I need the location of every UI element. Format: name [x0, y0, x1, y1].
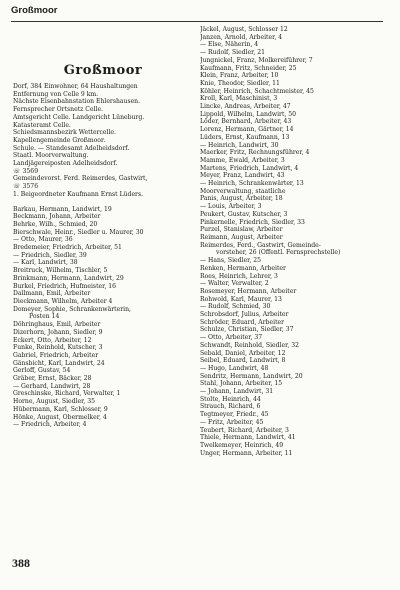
- directory-entry: vorsteher, 26 (Öffentl. Fernsprechstelle): [216, 249, 341, 257]
- directory-entry: — Johann, Landwirt, 31: [200, 388, 274, 396]
- place-info-line: Fernsprecher Ortsnetz Celle.: [13, 106, 104, 114]
- running-header: [11, 4, 383, 22]
- place-info-line: Kapellengemeinde Großmoor.: [13, 136, 106, 144]
- directory-entry: Gabriel, Friedrich, Arbeiter: [13, 351, 99, 359]
- directory-entry: Schulze, Christian, Siedler, 37: [200, 326, 294, 334]
- directory-entry: Klein, Franz, Arbeiter, 10: [200, 72, 279, 80]
- place-info-line: Schule. — Standesamt Adelheidsdorf.: [13, 144, 130, 152]
- directory-entry: Stahl, Johann, Arbeiter, 15: [200, 380, 283, 388]
- directory-entry: Stolte, Heinrich, 44: [200, 395, 261, 403]
- directory-entry: Bredemeier, Friedrich, Arbeiter, 51: [13, 244, 122, 252]
- directory-entry: Beckmann, Johann, Arbeiter: [13, 213, 101, 221]
- directory-entry: Sendritz, Hermann, Landwirt, 20: [200, 372, 303, 380]
- directory-entry: Panis, August, Arbeiter, 18: [200, 195, 283, 203]
- directory-entry: Seibel, Eduard, Landwirt, 8: [200, 357, 286, 365]
- directory-entry: — Rudolf, Schmied, 30: [200, 303, 271, 311]
- directory-entry: — Rudolf, Siedler, 21: [200, 49, 266, 57]
- directory-entry: Brinkmann, Hermann, Landwirt, 29: [13, 274, 124, 282]
- directory-entry: Domeyer, Sophie, Schrankenwärterin,: [13, 305, 131, 313]
- directory-entry: Köhler, Heinrich, Schachtmeister, 45: [200, 87, 314, 95]
- directory-entry: Gänsbicht, Karl, Landwirt, 24: [13, 359, 105, 367]
- directory-entry: Pinkernelle, Friedrich, Siedler, 33: [200, 218, 305, 226]
- directory-entry: Barkau, Hermann, Landwirt, 19: [13, 205, 112, 213]
- directory-entry: — Fritz, Arbeiter, 45: [200, 418, 264, 426]
- place-info-line: ☏ 3576: [13, 183, 39, 191]
- directory-entry: Posten 14: [29, 313, 60, 321]
- resident-list-right: [200, 26, 388, 457]
- section-gap: [13, 199, 193, 206]
- directory-entry: Jungnickel, Franz, Molkereiführer, 7: [200, 56, 313, 64]
- directory-entry: Maerker, Fritz, Rechnungsführer, 4: [200, 149, 310, 157]
- directory-entry: — Friedrich, Arbeiter, 4: [13, 421, 87, 429]
- directory-entry: Hönke, August, Obermelker, 4: [13, 413, 107, 421]
- directory-entry: Roes, Heinrich, Lehrer, 3: [200, 272, 278, 280]
- directory-entry: Tegtmeyer, Friedr., 45: [200, 411, 269, 419]
- place-info-line: Landjägereiposten Adelheidsdorf.: [13, 160, 118, 168]
- directory-entry: Breitruck, Wilhelm, Tischler, 5: [13, 267, 108, 275]
- directory-entry: — Heinrich, Landwirt, 30: [200, 141, 279, 149]
- directory-entry: Eckert, Otto, Arbeiter, 12: [13, 336, 92, 344]
- place-info: [13, 83, 193, 199]
- directory-entry: — Hugo, Landwirt, 48: [200, 364, 269, 372]
- directory-entry: Rohwold, Karl, Maurer, 13: [200, 295, 282, 303]
- place-info-line: Nächste Eisenbahnstation Ehlershausen.: [13, 98, 141, 106]
- directory-entry: Hübermann, Karl, Schlosser, 9: [13, 405, 108, 413]
- directory-entry: Döhringhaus, Emil, Arbeiter: [13, 321, 101, 329]
- directory-entry: Dizerhorn, Johann, Siedler, 9: [13, 328, 103, 336]
- directory-entry: Meyer, Franz, Landwirt, 43: [200, 172, 285, 180]
- directory-entry: — Else, Näherin, 4: [200, 41, 259, 49]
- directory-entry: — Louis, Arbeiter, 3: [200, 203, 262, 211]
- directory-entry: Lincke, Andreas, Arbeiter, 47: [200, 103, 291, 111]
- directory-entry: Mamme, Ewald, Arbeiter, 3: [200, 156, 285, 164]
- directory-entry: Löder, Bernhard, Arbeiter, 43: [200, 118, 292, 126]
- directory-entry: Renken, Hermann, Arbeiter: [200, 264, 286, 272]
- directory-entry: Teubert, Richard, Arbeiter, 3: [200, 426, 289, 434]
- directory-entry: Funke, Reinhold, Kutscher, 3: [13, 344, 103, 352]
- directory-entry: Kaufmann, Fritz, Schneider, 25: [200, 64, 297, 72]
- directory-entry: Strauch, Richard, 6: [200, 403, 261, 411]
- directory-entry: Twelkemeyer, Heinrich, 49: [200, 441, 284, 449]
- directory-entry: Lüders, Ernst, Kaufmann, 13: [200, 133, 290, 141]
- directory-entry: Horne, August, Siedler, 35: [13, 398, 95, 406]
- directory-entry: — Hans, Siedler, 25: [200, 257, 261, 265]
- directory-entry: Martens, Friedrich, Landwirt, 4: [200, 164, 299, 172]
- page-number: 388: [12, 556, 30, 570]
- right-column: [200, 26, 388, 457]
- directory-entry: Bierschwale, Heinr., Siedler u. Maurer, 30: [13, 228, 144, 236]
- directory-entry: — Karl, Landwirt, 38: [13, 259, 78, 267]
- directory-entry: Kroll, Karl, Maschinist, 3: [200, 95, 278, 103]
- directory-entry: Gerloff, Gustav, 54: [13, 367, 71, 375]
- place-info-line: 1. Beigeordneter Kaufmann Ernst Lüders.: [13, 190, 144, 198]
- directory-entry: Burkel, Friedrich, Hufmeister, 16: [13, 282, 116, 290]
- directory-entry: Reimerdes, Ferd., Gastwirt, Gemeinde-: [200, 241, 321, 249]
- directory-entry: Sebald, Daniel, Arbeiter, 12: [200, 349, 286, 357]
- place-info-line: Gemeindevorst. Ferd. Reimerdes, Gastwirt,: [13, 175, 148, 183]
- directory-entry: Greschinske, Richard, Verwalter, 1: [13, 390, 121, 398]
- directory-entry: Unger, Hermann, Arbeiter, 11: [200, 449, 293, 457]
- place-info-line: Entfernung von Celle 9 km.: [13, 90, 99, 98]
- resident-list-left: [13, 206, 193, 429]
- directory-entry: — Walter, Verwalter, 2: [200, 280, 269, 288]
- place-title: Großmoor: [63, 63, 143, 78]
- place-info-line: Amtsgericht Celle. Landgericht Lüneburg.: [13, 113, 145, 121]
- directory-entry: — Friedrich, Siedler, 39: [13, 251, 87, 259]
- directory-entry: Schröder, Eduard, Arbeiter: [200, 318, 285, 326]
- left-column: [13, 26, 193, 429]
- directory-entry: — Otto, Arbeiter, 37: [200, 334, 263, 342]
- place-info-line: Staatl. Moorverwaltung.: [13, 152, 89, 160]
- directory-entry: Dallmann, Emil, Arbeiter: [13, 290, 91, 298]
- directory-entry: Janzen, Arnold, Arbeiter, 4: [200, 33, 283, 41]
- directory-entry: Gräber, Ernst, Bäcker, 28: [13, 375, 92, 383]
- directory-entry: Dieckmann, Wilhelm, Arbeiter 4: [13, 297, 113, 305]
- running-header-title: Großmoor: [11, 5, 58, 16]
- directory-entry: Knie, Theodor, Siedler, 11: [200, 79, 280, 87]
- place-info-line: Dorf, 384 Einwohner, 64 Haushaltungen: [13, 83, 138, 90]
- directory-entry: Jäckel, August, Schlosser 12: [200, 26, 288, 33]
- directory-entry: Rosemeyer, Hermann, Arbeiter: [200, 287, 297, 295]
- directory-entry: Lorenz, Hermann, Gärtner, 14: [200, 126, 294, 134]
- place-info-line: ☏ 3569: [13, 167, 39, 175]
- directory-entry: — Otto, Maurer, 36: [13, 236, 73, 244]
- directory-entry: Schrobsdorf, Julius, Arbeiter: [200, 311, 289, 319]
- directory-entry: Purzel, Stanislaw, Arbeiter: [200, 226, 283, 234]
- directory-entry: Peukert, Gustav, Kutscher, 3: [200, 210, 288, 218]
- directory-entry: Moorverwaltung, staatliche: [200, 187, 286, 195]
- directory-entry: — Heinrich, Schrankenwärter, 13: [200, 180, 304, 188]
- directory-entry: Thiele, Hermann, Landwirt, 41: [200, 434, 296, 442]
- place-info-line: Katasteramt Celle.: [13, 121, 71, 129]
- directory-entry: Lippold, Wilhelm, Landwirt, 50: [200, 110, 297, 118]
- directory-entry: — Gerhard, Landwirt, 28: [13, 382, 91, 390]
- directory-entry: Reimann, August, Arbeiter: [200, 233, 283, 241]
- directory-entry: Behrke, Wilh., Schmied, 20: [13, 220, 98, 228]
- place-info-line: Schiedsmannsbezirk Wettercelle.: [13, 129, 116, 137]
- directory-entry: Schwandt, Reinhold, Siedler, 32: [200, 341, 299, 349]
